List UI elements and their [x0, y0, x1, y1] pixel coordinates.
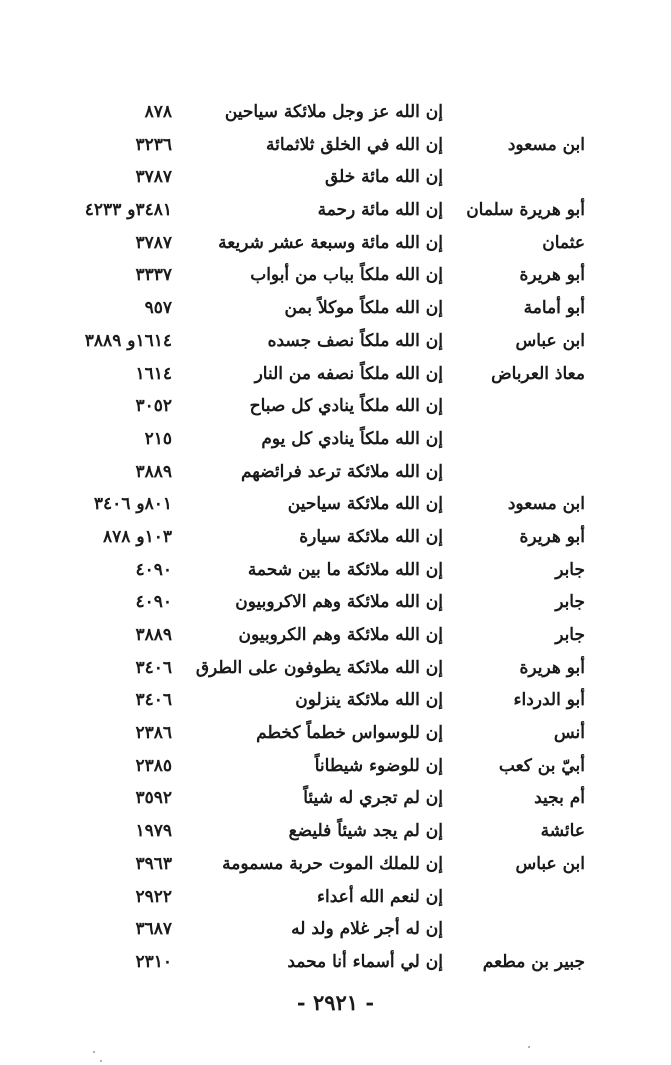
reference-number-value: ١٦١٤	[135, 363, 172, 384]
hadith-reference-number	[48, 652, 172, 684]
narrator-name: أبو هريرة	[519, 265, 585, 286]
reference-number-value: ٣٠٥٢	[135, 396, 172, 417]
hadith-reference-number	[48, 717, 172, 749]
narrator-name: جابر	[555, 559, 585, 580]
reference-number-value: ٢٣٨٥	[135, 755, 172, 776]
reference-number-value: ٣٣٣٧	[135, 265, 172, 286]
reference-number-value: ٢٣١٠	[135, 951, 172, 972]
hadith-reference-number	[48, 259, 172, 291]
hadith-opening-text: إن الله مائة وسبعة عشر شريعة	[218, 232, 443, 253]
hadith-opening-text: إن الله مائة خلق	[324, 167, 443, 188]
hadith-reference-number	[48, 358, 172, 390]
reference-number-value: ٤٠٩٠	[135, 592, 172, 613]
hadith-opening-text: إن الله ملكاً موكلاً بمن	[284, 298, 443, 319]
reference-number-value: ٣٢٣٦	[135, 134, 172, 155]
index-row	[0, 554, 671, 587]
page-number: - ٢٩٢١ -	[296, 990, 375, 1015]
index-row	[0, 227, 671, 260]
hadith-opening-text: إن للوضوء شيطاناً	[314, 755, 443, 776]
hadith-opening-text: إن الله ملائكة سياحين	[287, 494, 443, 515]
index-row	[0, 259, 671, 292]
index-row	[0, 96, 671, 129]
index-row	[0, 586, 671, 619]
narrator-name: معاذ العرباض	[491, 363, 585, 384]
index-row	[0, 684, 671, 717]
narrator-name: أبيّ بن كعب	[498, 755, 585, 776]
index-row	[0, 750, 671, 783]
hadith-reference-number	[48, 619, 172, 651]
index-row	[0, 717, 671, 750]
hadith-opening-text: إن لي أسماء أنا محمد	[287, 951, 443, 972]
hadith-opening-text: إن الله ملكاً ينادي كل يوم	[261, 428, 443, 449]
reference-number-value: ٢١٥	[144, 428, 172, 449]
hadith-reference-number	[48, 554, 172, 586]
narrator-name: ابن عباس	[515, 853, 585, 874]
reference-number-value: ١٩٧٩	[135, 821, 172, 842]
narrator-name: جابر	[555, 592, 585, 613]
hadith-opening-text: إن لم يجد شيئاً فليضع	[288, 821, 443, 842]
reference-number-value: ٤٠٩٠	[135, 559, 172, 580]
hadith-opening-text: إن للملك الموت حربة مسمومة	[222, 853, 443, 874]
hadith-reference-number	[48, 946, 172, 978]
hadith-reference-number	[48, 390, 172, 422]
index-row	[0, 881, 671, 914]
index-row	[0, 782, 671, 815]
index-row	[0, 488, 671, 521]
reference-number-value: ١٦١٤و ٣٨٨٩	[84, 330, 172, 351]
hadith-reference-number	[48, 521, 172, 553]
reference-number-value: ٣٨٨٩	[135, 625, 172, 645]
hadith-reference-number	[48, 881, 172, 913]
reference-number-value: ٣٤٨١و ٤٢٣٣	[84, 200, 172, 221]
narrator-name: عثمان	[542, 232, 585, 253]
hadith-reference-number	[48, 913, 172, 945]
index-row	[0, 652, 671, 685]
hadith-reference-number	[48, 227, 172, 259]
hadith-opening-text: إن الله ملائكة وهم الكروبيون	[238, 625, 443, 645]
index-row	[0, 456, 671, 489]
narrator-name: أبو هريرة	[519, 657, 585, 678]
narrator-name: أبو الدرداء	[513, 690, 585, 711]
index-row	[0, 161, 671, 194]
narrator-name: أبو أمامة	[523, 298, 585, 319]
reference-number-value: ٣٨٨٩	[135, 461, 172, 482]
hadith-reference-number	[48, 815, 172, 847]
hadith-reference-number	[48, 848, 172, 880]
reference-number-value: ٢٣٨٦	[135, 723, 172, 744]
index-row	[0, 325, 671, 358]
hadith-opening-text: إن للوسواس خطماً كخطم	[256, 723, 443, 744]
narrator-name: أبو هريرة	[519, 526, 585, 547]
reference-number-value: ٩٥٧	[144, 298, 172, 319]
reference-number-value: ٣٤٠٦	[135, 657, 172, 678]
index-row	[0, 423, 671, 456]
hadith-reference-number	[48, 750, 172, 782]
hadith-opening-text: إن الله ملائكة يطوفون على الطرق	[195, 657, 443, 678]
index-row	[0, 946, 671, 979]
hadith-reference-number	[48, 325, 172, 357]
hadith-opening-text: إن الله في الخلق ثلاثمائة	[266, 134, 443, 155]
narrator-name: عائشة	[540, 821, 585, 842]
hadith-opening-text: إن الله ملكاً ينادي كل صباح	[249, 396, 443, 417]
index-row	[0, 358, 671, 391]
reference-number-value: ٢٩٢٢	[135, 886, 172, 907]
reference-number-value: ٣٦٨٧	[135, 919, 172, 940]
hadith-opening-text: إن له أجر غلام ولد له	[291, 919, 443, 940]
scan-speck	[528, 1046, 530, 1048]
narrator-name: ابن مسعود	[507, 494, 585, 515]
hadith-opening-text: إن الله ملائكة سيارة	[299, 526, 443, 547]
reference-number-value: ٨٠١و ٣٤٠٦	[93, 494, 172, 515]
hadith-reference-number	[48, 194, 172, 226]
reference-number-value: ٣٩٦٣	[135, 853, 172, 874]
narrator-name: أنس	[553, 723, 585, 744]
index-row	[0, 913, 671, 946]
hadith-opening-text: إن الله عز وجل ملائكة سياحين	[224, 102, 443, 122]
hadith-reference-number	[48, 292, 172, 324]
hadith-opening-text: إن الله ملائكة ما بين شحمة	[247, 559, 443, 580]
narrator-name: ابن عباس	[515, 330, 585, 351]
hadith-reference-number	[48, 423, 172, 455]
hadith-opening-text: إن الله ملائكة وهم الاكروبيون	[235, 592, 443, 613]
scan-speck	[100, 1060, 102, 1062]
reference-number-value: ٣٧٨٧	[135, 167, 172, 188]
narrator-name: أم بجيد	[534, 788, 585, 809]
reference-number-value: ٣٧٨٧	[135, 232, 172, 253]
hadith-reference-number	[48, 684, 172, 716]
hadith-reference-number	[48, 456, 172, 488]
narrator-name: أبو هريرة سلمان	[466, 200, 585, 221]
narrator-name: جبير بن مطعم	[482, 951, 585, 972]
hadith-opening-text: إن الله ملكاً بباب من أبواب	[250, 265, 443, 286]
index-row	[0, 619, 671, 652]
hadith-reference-number	[48, 488, 172, 520]
reference-number-value: ٣٤٠٦	[135, 690, 172, 711]
reference-number-value: ١٠٣و ٨٧٨	[103, 526, 172, 547]
hadith-opening-text: إن لم تجري له شيئاً	[303, 788, 443, 809]
hadith-reference-number	[48, 129, 172, 161]
hadith-reference-number	[48, 782, 172, 814]
narrator-name: جابر	[555, 625, 585, 645]
index-row	[0, 815, 671, 848]
hadith-opening-text: إن الله ملكاً نصفه من النار	[254, 363, 443, 384]
index-row	[0, 521, 671, 554]
reference-number-value: ٣٥٩٢	[135, 788, 172, 809]
index-row	[0, 848, 671, 881]
index-row	[0, 390, 671, 423]
reference-number-value: ٨٧٨	[144, 102, 172, 122]
index-row	[0, 194, 671, 227]
narrator-name: ابن مسعود	[507, 134, 585, 155]
hadith-opening-text: إن الله ملائكة ينزلون	[295, 690, 443, 711]
hadith-reference-number	[48, 586, 172, 618]
hadith-index-list	[0, 96, 671, 979]
index-row	[0, 129, 671, 162]
index-row	[0, 292, 671, 325]
hadith-reference-number	[48, 161, 172, 193]
hadith-opening-text: إن لنعم الله أعداء	[317, 886, 443, 907]
hadith-opening-text: إن الله مائة رحمة	[317, 200, 443, 221]
hadith-opening-text: إن الله ملائكة ترعد فرائضهم	[240, 461, 443, 482]
hadith-reference-number	[48, 96, 172, 128]
hadith-opening-text: إن الله ملكاً نصف جسده	[267, 330, 443, 351]
scan-speck	[93, 1051, 95, 1053]
